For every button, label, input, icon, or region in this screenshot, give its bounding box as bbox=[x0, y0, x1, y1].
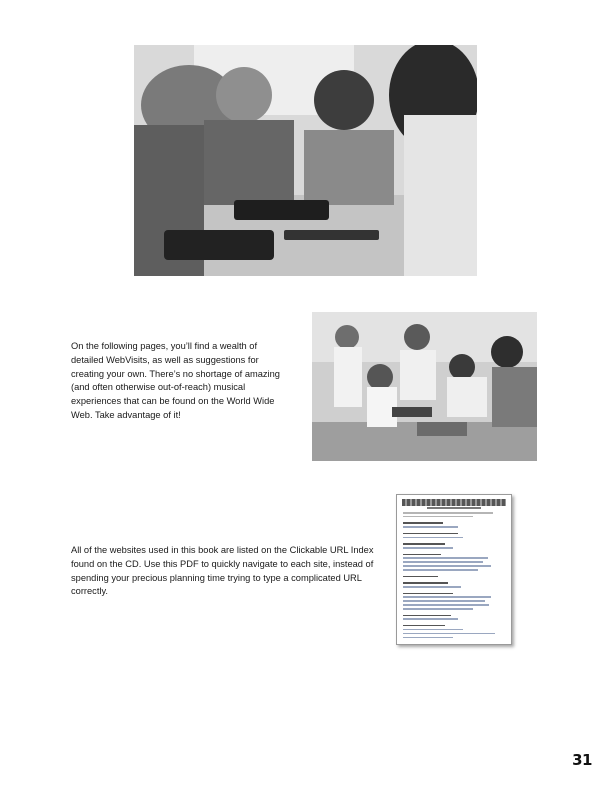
document-thumbnail-icon bbox=[396, 494, 512, 645]
photo-icon bbox=[134, 45, 477, 276]
page-number: 31 bbox=[572, 751, 592, 769]
thumbnail-subtitle bbox=[427, 507, 481, 509]
students-with-tablets-photo bbox=[134, 45, 477, 276]
classroom-students-photo bbox=[312, 312, 537, 461]
url-index-paragraph: All of the websites used in this book are listed on the Clickable URL Index found on the CD. Use this PDF to quickly navigate to each site, instead of spending your precious planning time trying to type a complicated URL correctly. bbox=[71, 545, 374, 597]
intro-paragraph: On the following pages, you’ll find a wealth of detailed WebVisits, as well as suggestions for creating your own. There’s no shortage of amazing (and often otherwise out-of-reach) musical experiences that can be found on the World Wide Web. Take advantage of it! bbox=[71, 341, 280, 420]
thumbnail-banner bbox=[402, 499, 506, 506]
photo-icon bbox=[312, 312, 537, 461]
